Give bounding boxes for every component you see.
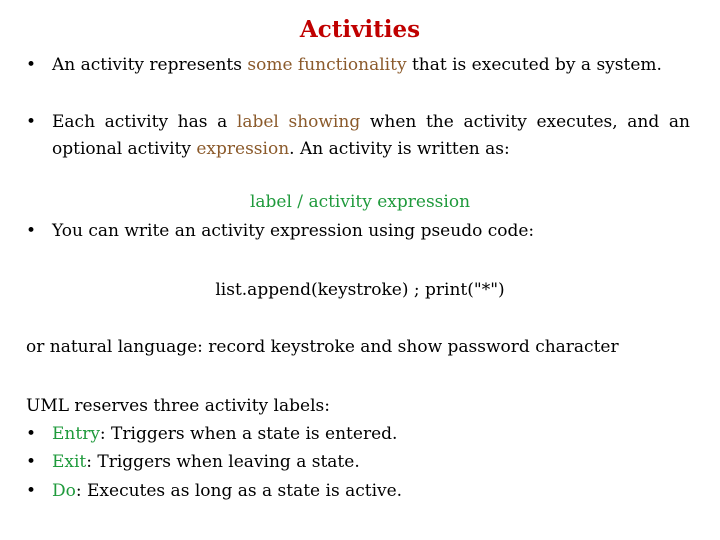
bullet-1-post: that is executed by a system. (406, 55, 662, 75)
do-desc: : Executes as long as a state is active. (75, 481, 403, 501)
bullet-2-pre: Each activity has a (52, 112, 237, 132)
bullet-2-post: . An activity is written as: (289, 139, 510, 159)
bullet-1-pre: An activity represents (52, 55, 248, 75)
exit-desc: : Triggers when leaving a state. (86, 452, 360, 472)
bullet-1-marker: • (26, 55, 37, 75)
entry-bullet-marker: • (26, 424, 37, 444)
entry-label: Entry (52, 424, 100, 444)
entry-desc: : Triggers when a state is entered. (99, 424, 398, 444)
bullet-1-text (52, 52, 662, 79)
bullet-2-highlight-label: label showing (236, 112, 361, 132)
list-item-do (52, 478, 402, 505)
bullet-2-mid: when the activity executes, and an optional activity (52, 112, 690, 159)
slide-title: Activities (299, 16, 421, 43)
do-bullet-marker: • (26, 481, 37, 501)
bullet-3-marker: • (26, 221, 37, 241)
list-item-exit (52, 449, 360, 476)
natural-language-line: or natural language: record keystroke and show password character (26, 337, 619, 357)
uml-intro: UML reserves three activity labels: (26, 396, 330, 416)
activity-syntax: label / activity expression (249, 192, 471, 212)
exit-label: Exit (52, 452, 87, 472)
pseudo-code-example: list.append(keystroke) ; print("*") (215, 280, 505, 300)
bullet-2-marker: • (26, 112, 37, 132)
do-label: Do (52, 481, 76, 501)
list-item-entry (52, 421, 397, 448)
bullet-3-text: You can write an activity expression using pseudo code: (52, 221, 535, 241)
bullet-1-highlight: some functionality (247, 55, 407, 75)
bullet-2-highlight-expression: expression (196, 139, 290, 159)
exit-bullet-marker: • (26, 452, 37, 472)
bullet-2-text (52, 109, 690, 163)
